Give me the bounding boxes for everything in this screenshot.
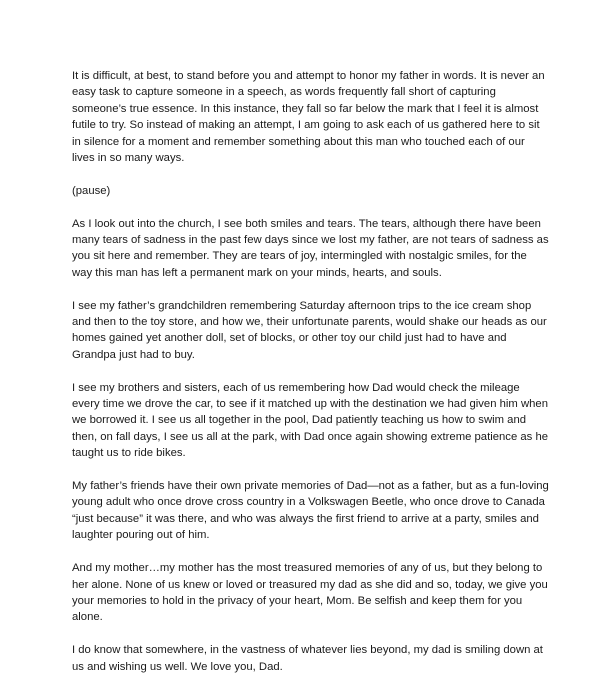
paragraph-mother: And my mother…my mother has the most treasured memories of any of us, but they belong to her alone. None of us knew or loved or treasured my dad as she did and so, today, we give you your memories to hold in the privacy of your heart, Mom. Be selfish and keep them for you alone. bbox=[72, 562, 548, 624]
paragraph-pause: (pause) bbox=[72, 184, 111, 197]
paragraph-grandchildren: I see my father’s grandchildren remembering Saturday afternoon trips to the ice cream shop and then to the toy store, and how we, their unfortunate parents, would shake our heads as our homes gained yet another doll, set of blocks, or other toy our child just had to have and Grandpa just had to buy. bbox=[72, 299, 547, 361]
paragraph-church: As I look out into the church, I see both smiles and tears. The tears, although there have been many tears of sadness in the past few days since we lost my father, are not tears of sadness as you sit here and remember. They are tears of joy, intermingled with nostalgic smiles, for the way this man has left a permanent mark on your minds, hearts, and souls. bbox=[72, 217, 549, 279]
paragraph-friends: My father’s friends have their own private memories of Dad—not as a father, but as a fun-loving young adult who once drove cross country in a Volkswagen Beetle, who once drove to Canada “just because” it was there, and who was always the first friend to arrive at a party, smiles and laughter pouring out of him. bbox=[72, 480, 549, 542]
paragraph-siblings: I see my brothers and sisters, each of us remembering how Dad would check the mileage every time we drove the car, to see if it matched up with the destination we had given him when we borrowed it. I see us all together in the pool, Dad patiently teaching us how to swim and then, on fall days, I see us all at the park, with Dad once again showing extreme patience as he taught us to ride bikes. bbox=[72, 381, 549, 460]
paragraph-opening: It is difficult, at best, to stand before you and attempt to honor my father in words. It is never an easy task to capture someone in a speech, as words frequently fall short of capturing someone’s true essence. In this instance, they fall so far below the mark that I feel it is almost futile to try. So instead of making an attempt, I am going to ask each of us gathered here to sit in silence for a moment and remember something about this man who touched each of our lives in so many ways. bbox=[72, 70, 545, 165]
paragraph-closing: I do know that somewhere, in the vastness of whatever lies beyond, my dad is smiling down at us and wishing us well. We love you, Dad. bbox=[72, 644, 543, 673]
speech-body bbox=[72, 68, 550, 675]
